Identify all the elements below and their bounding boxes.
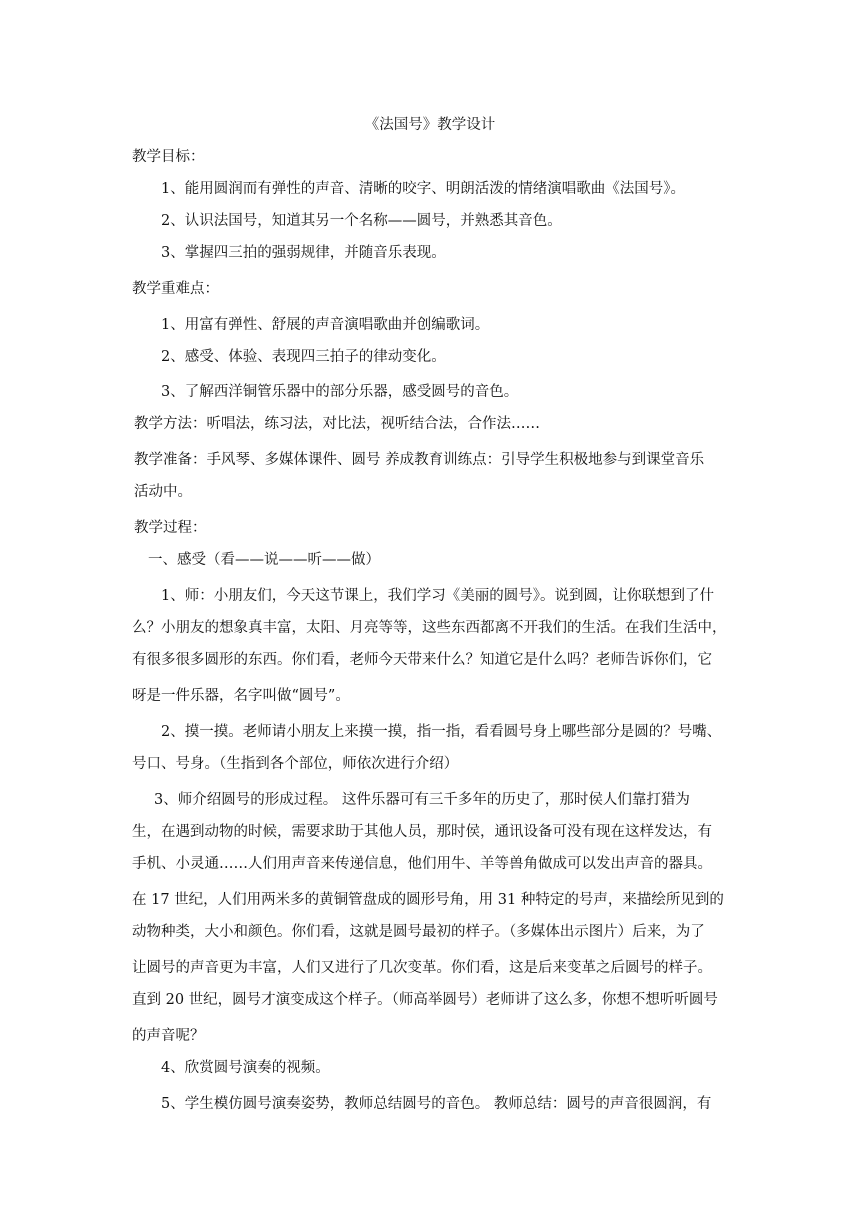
step-3-line: 生，在遇到动物的时候，需要求助于其他人员，那时侯，通讯设备可没有现在这样发达，有 [132,824,712,840]
keypoint-item: 2、感受、体验、表现四三拍子的律动变化。 [161,349,446,365]
step-2-line: 2、摸一摸。老师请小朋友上来摸一摸，指一指，看看圆号身上哪些部分是圆的？号嘴、 [161,724,722,740]
process-heading: 教学过程： [134,520,207,536]
methods-paragraph: 教学方法：听唱法，练习法，对比法，视听结合法，合作法…… [134,416,540,432]
step-1-line: 1、师：小朋友们，今天这节课上，我们学习《美丽的圆号》。说到圆，让你联想到了什 [161,588,714,604]
keypoint-item: 3、了解西洋铜管乐器中的部分乐器，感受圆号的音色。 [161,384,519,400]
preparation-line: 活动中。 [134,484,192,500]
step-3-line: 手机、小灵通……人们用声音来传递信息，他们用牛、羊等兽角做成可以发出声音的器具。 [132,856,712,872]
step-5-line: 5、学生模仿圆号演奏姿势，教师总结圆号的音色。 教师总结：圆号的声音很圆润，有 [161,1096,712,1112]
objectives-heading: 教学目标： [132,149,205,165]
step-3-line: 动物种类，大小和颜色。你们看，这就是圆号最初的样子。（多媒体出示图片）后来，为了 [132,924,705,940]
objective-item: 3、掌握四三拍的强弱规律，并随音乐表现。 [161,245,446,261]
section-one-heading: 一、感受（看——说——听——做） [148,552,380,568]
step-3-line: 让圆号的声音更为丰富，人们又进行了几次变革。你们看，这是后来变革之后圆号的样子。 [132,960,712,976]
keypoints-heading: 教学重难点： [132,281,219,297]
keypoint-item: 1、用富有弹性、舒展的声音演唱歌曲并创编歌词。 [161,317,490,333]
objective-item: 1、能用圆润而有弹性的声音、清晰的咬字、明朗活泼的情绪演唱歌曲《法国号》。 [161,181,685,197]
objective-item: 2、认识法国号，知道其另一个名称——圆号，并熟悉其音色。 [161,213,562,229]
step-3-line: 在 17 世纪，人们用两米多的黄铜管盘成的圆形号角，用 31 种特定的号声，来描绘所见到的 [132,892,724,908]
step-3-line: 的声音呢？ [132,1028,205,1044]
step-1-line: 有很多很多圆形的东西。你们看，老师今天带来什么？知道它是什么吗？老师告诉你们，它 [132,652,712,668]
preparation-line: 教学准备：手风琴、多媒体课件、圆号 养成教育训练点：引导学生积极地参与到课堂音乐 [134,452,705,468]
document-title: 《法国号》教学设计 [364,117,496,133]
step-4-line: 4、欣赏圆号演奏的视频。 [161,1060,330,1076]
step-1-line: 呀是一件乐器，名字叫做“圆号”。 [132,688,350,704]
step-2-line: 号口、号身。（生指到各个部位，师依次进行介绍） [132,756,459,772]
step-1-line: 么？小朋友的想象真丰富，太阳、月亮等等，这些东西都离不开我们的生活。在我们生活中， [132,620,727,636]
step-3-line: 3、师介绍圆号的形成过程。 这件乐器可有三千多年的历史了，那时侯人们靠打猎为 [154,792,690,808]
step-3-line: 直到 20 世纪，圆号才演变成这个样子。（师高举圆号）老师讲了这么多，你想不想听听圆号 [132,992,718,1008]
